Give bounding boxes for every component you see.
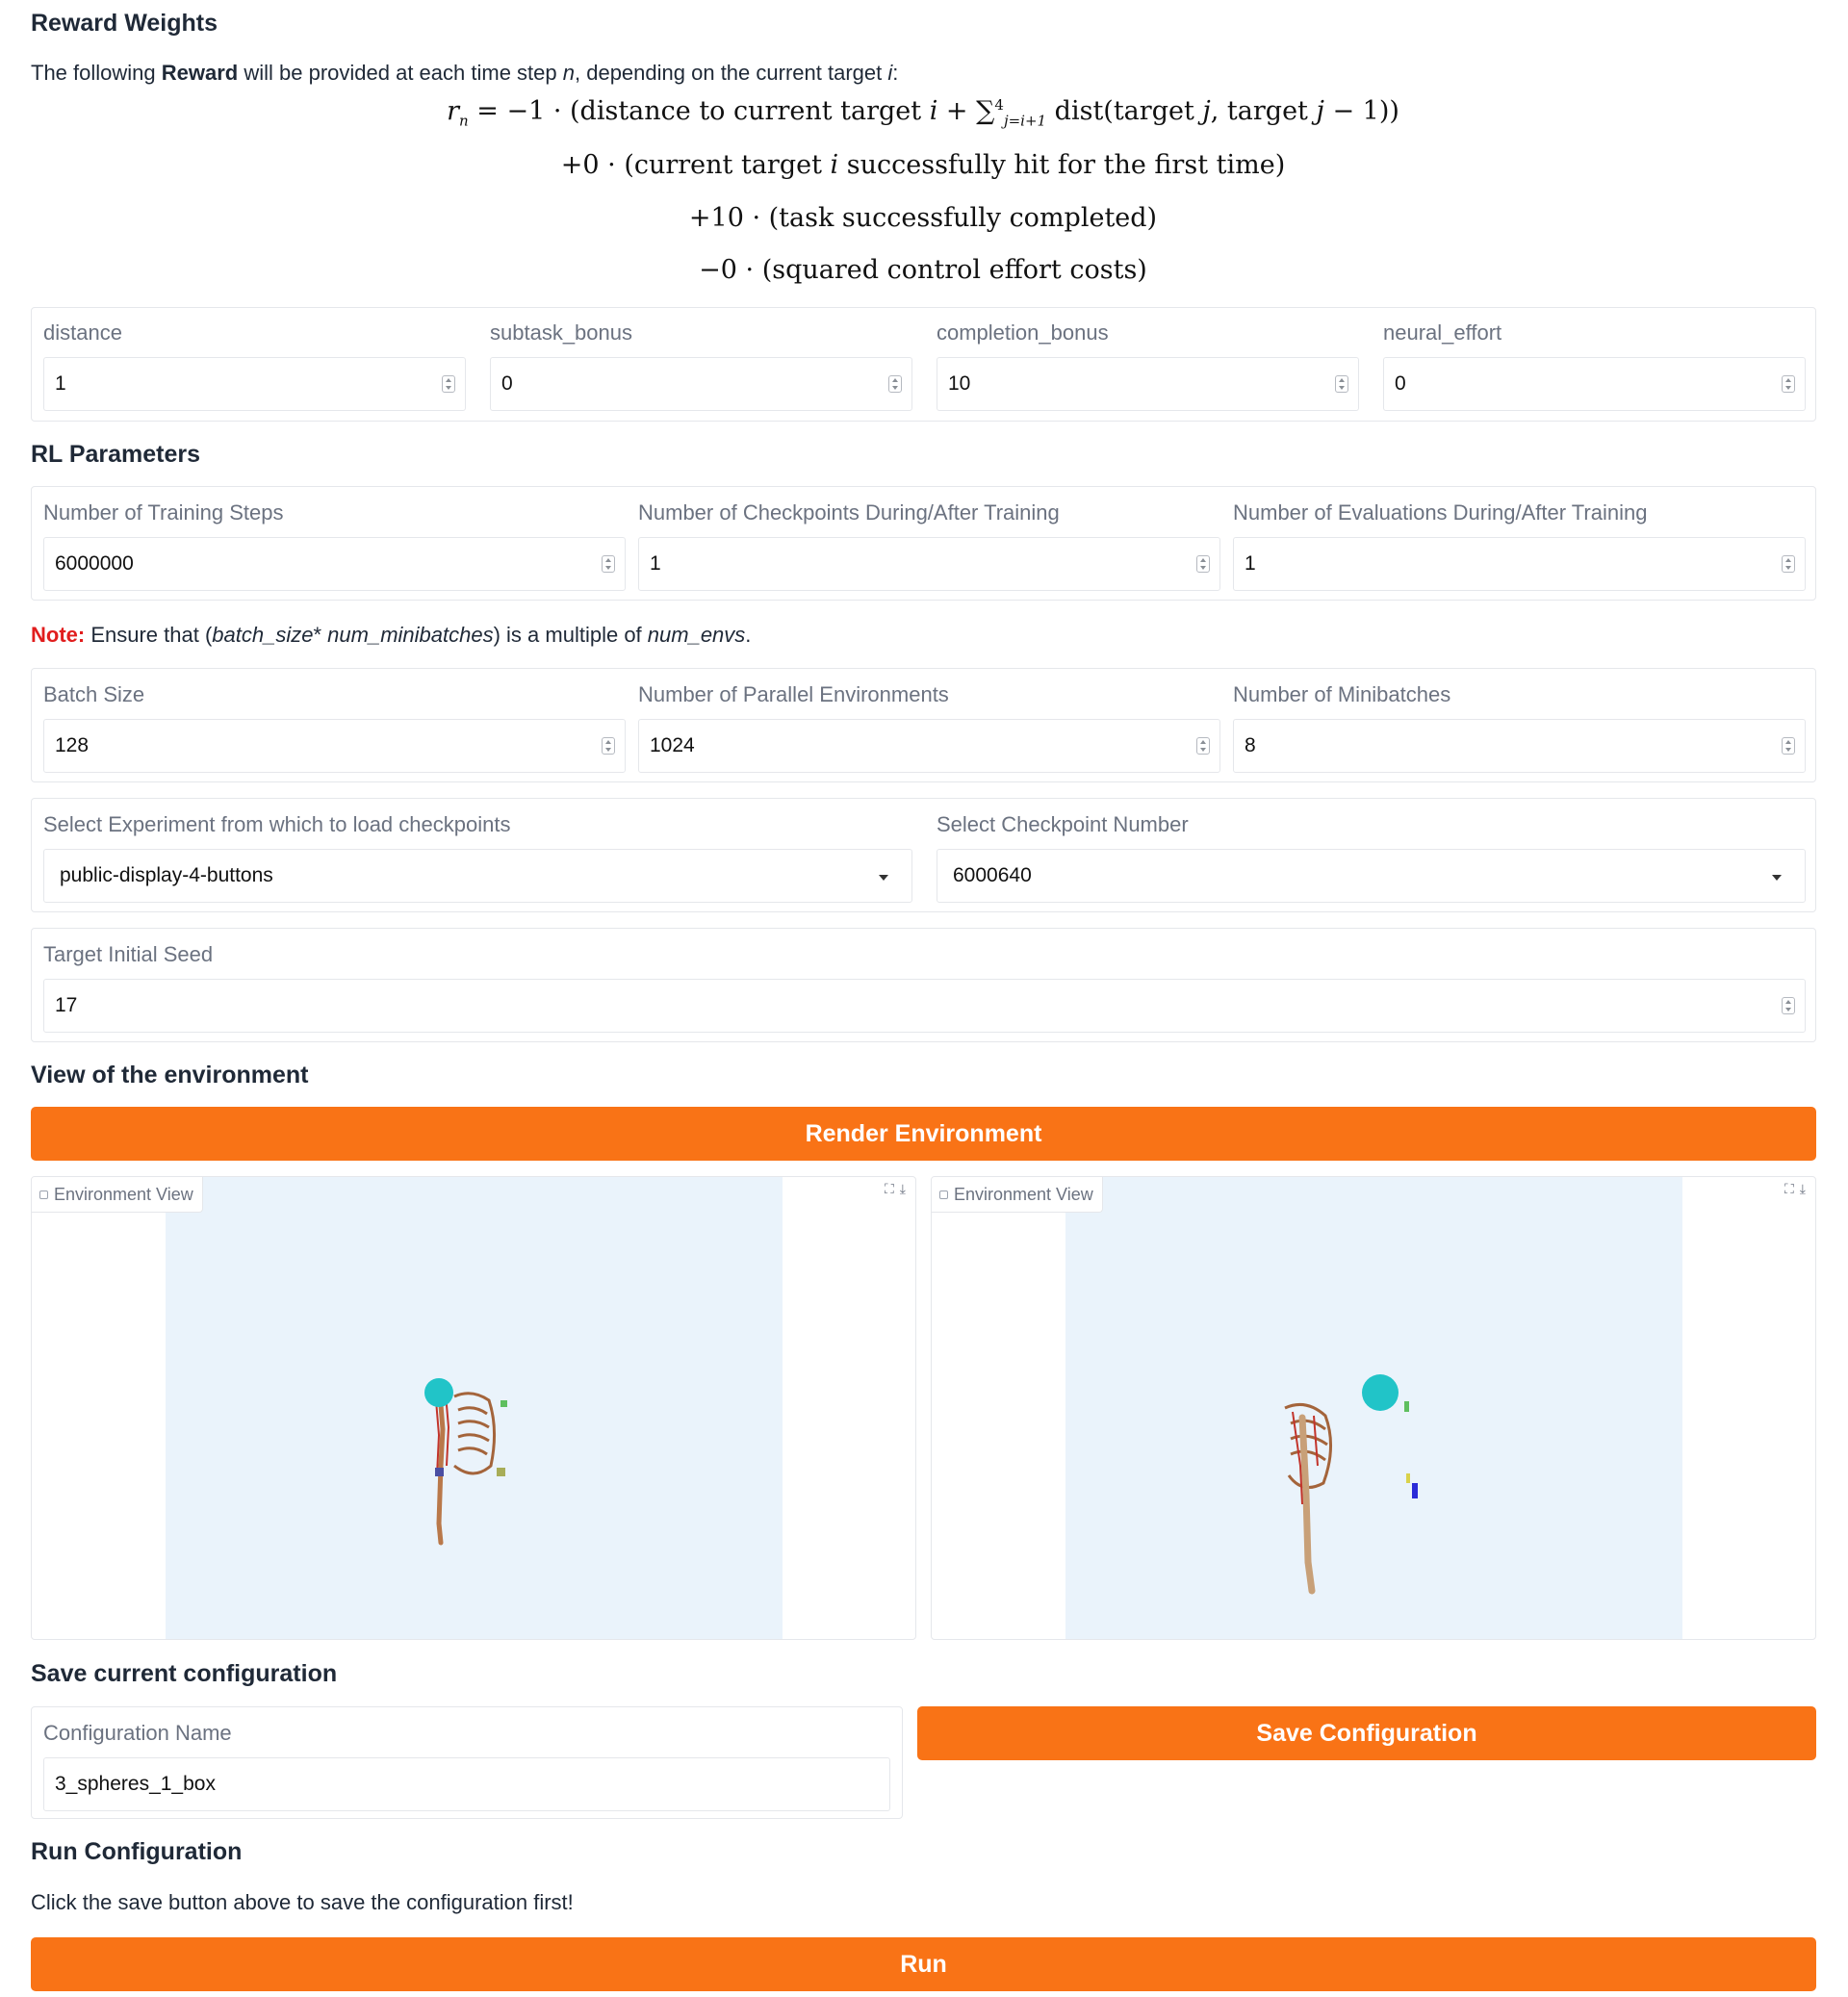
- config-name-input[interactable]: 3_spheres_1_box: [43, 1757, 890, 1811]
- parallel-envs-input[interactable]: 1024: [638, 719, 1220, 773]
- reward-formula-line-4: −0 · (squared control effort costs): [699, 255, 1147, 285]
- download-icon[interactable]: ⤓: [1799, 1181, 1811, 1196]
- training-params-group: [31, 486, 1816, 601]
- stepper-icon[interactable]: [602, 737, 615, 755]
- rl-parameters-heading: RL Parameters: [31, 441, 201, 468]
- fullscreen-icon[interactable]: ⛶: [1784, 1181, 1800, 1196]
- target-box-blue: [1412, 1483, 1418, 1498]
- environment-scene: [1065, 1177, 1682, 1640]
- batch-note: Note: Ensure that (batch_size* num_minibatches) is a multiple of num_envs.: [31, 623, 752, 647]
- seed-group: [31, 928, 1816, 1042]
- environment-view-panel-left: [31, 1176, 916, 1640]
- reward-weights-heading: Reward Weights: [31, 10, 218, 37]
- checkpoint-number-select[interactable]: 6000640: [937, 849, 1806, 903]
- training-steps-input[interactable]: 6000000: [43, 537, 626, 591]
- config-name-group: [31, 1706, 903, 1819]
- save-configuration-heading: Save current configuration: [31, 1660, 338, 1687]
- skeleton-arm: [1302, 1418, 1312, 1591]
- completion-bonus-input[interactable]: 10: [937, 357, 1359, 411]
- minibatches-input[interactable]: 8: [1233, 719, 1806, 773]
- environment-view-panel-right: [931, 1176, 1816, 1640]
- parallel-envs-label: Number of Parallel Environments: [638, 682, 949, 706]
- environment-heading: View of the environment: [31, 1062, 309, 1088]
- run-configuration-heading: Run Configuration: [31, 1838, 243, 1865]
- distance-label: distance: [43, 320, 122, 345]
- run-button[interactable]: Run: [31, 1937, 1816, 1991]
- seed-label: Target Initial Seed: [43, 942, 214, 966]
- reward-formula-line-3: +10 · (task successfully completed): [688, 203, 1158, 233]
- environment-view-label: Environment View: [932, 1177, 1103, 1213]
- target-box-yellow: [1406, 1473, 1410, 1483]
- reward-formula-line-1: $r_n = -1$ · (distance to current target i + ∑$^4_{j=i+1}$ dist(target j, target j − 1)): [447, 96, 1399, 130]
- environment-render-image: [1065, 1177, 1682, 1639]
- batch-size-input[interactable]: 128: [43, 719, 626, 773]
- stepper-icon[interactable]: [442, 375, 455, 393]
- environment-render-image: [166, 1177, 783, 1639]
- checkpoints-label: Number of Checkpoints During/After Training: [638, 500, 1060, 525]
- target-sphere: [1362, 1374, 1399, 1411]
- minibatches-label: Number of Minibatches: [1233, 682, 1451, 706]
- stepper-icon[interactable]: [1196, 737, 1210, 755]
- stepper-icon[interactable]: [1335, 375, 1348, 393]
- render-environment-button[interactable]: Render Environment: [31, 1107, 1816, 1161]
- run-hint-text: Click the save button above to save the configuration first!: [31, 1890, 574, 1914]
- checkpoints-input[interactable]: 1: [638, 537, 1220, 591]
- completion-bonus-label: completion_bonus: [937, 320, 1109, 345]
- neural-effort-input[interactable]: 0: [1383, 357, 1806, 411]
- batch-size-label: Batch Size: [43, 682, 145, 706]
- environment-scene: [166, 1177, 783, 1640]
- evaluations-label: Number of Evaluations During/After Training: [1233, 500, 1648, 525]
- neural-effort-label: neural_effort: [1383, 320, 1502, 345]
- target-box-green: [500, 1400, 507, 1407]
- panel-toolbar: [885, 1181, 911, 1197]
- stepper-icon[interactable]: [1196, 555, 1210, 573]
- stepper-icon[interactable]: [1782, 375, 1795, 393]
- dropdown-caret-icon: [1772, 875, 1782, 881]
- reward-weights-group: [31, 307, 1816, 422]
- panel-toolbar: [1784, 1181, 1811, 1197]
- dropdown-caret-icon: [879, 875, 888, 881]
- skeleton-torso: [454, 1394, 495, 1473]
- evaluations-input[interactable]: 1: [1233, 537, 1806, 591]
- stepper-icon[interactable]: [602, 555, 615, 573]
- batch-params-group: [31, 668, 1816, 782]
- subtask-bonus-input[interactable]: 0: [490, 357, 912, 411]
- save-configuration-button[interactable]: Save Configuration: [917, 1706, 1816, 1760]
- config-name-label: Configuration Name: [43, 1721, 232, 1745]
- download-icon[interactable]: ⤓: [899, 1181, 911, 1196]
- image-icon: [939, 1191, 948, 1199]
- experiment-select[interactable]: public-display-4-buttons: [43, 849, 912, 903]
- training-steps-label: Number of Training Steps: [43, 500, 284, 525]
- fullscreen-icon[interactable]: ⛶: [884, 1181, 900, 1196]
- target-box-blue: [435, 1468, 444, 1476]
- seed-input[interactable]: 17: [43, 979, 1806, 1033]
- stepper-icon[interactable]: [1782, 737, 1795, 755]
- reward-formula-line-2: +0 · (current target i successfully hit for the first time): [560, 150, 1286, 180]
- stepper-icon[interactable]: [888, 375, 902, 393]
- reward-intro-text: The following Reward will be provided at each time step n, depending on the current target i:: [31, 61, 899, 85]
- checkpoint-number-label: Select Checkpoint Number: [937, 812, 1189, 836]
- stepper-icon[interactable]: [1782, 997, 1795, 1014]
- stepper-icon[interactable]: [1782, 555, 1795, 573]
- image-icon: [39, 1191, 48, 1199]
- target-box-olive: [497, 1468, 505, 1476]
- target-box-green: [1404, 1401, 1409, 1412]
- target-sphere: [424, 1378, 453, 1407]
- distance-input[interactable]: 1: [43, 357, 466, 411]
- experiment-label: Select Experiment from which to load checkpoints: [43, 812, 511, 836]
- subtask-bonus-label: subtask_bonus: [490, 320, 632, 345]
- environment-view-label: Environment View: [32, 1177, 203, 1213]
- checkpoint-select-group: [31, 798, 1816, 912]
